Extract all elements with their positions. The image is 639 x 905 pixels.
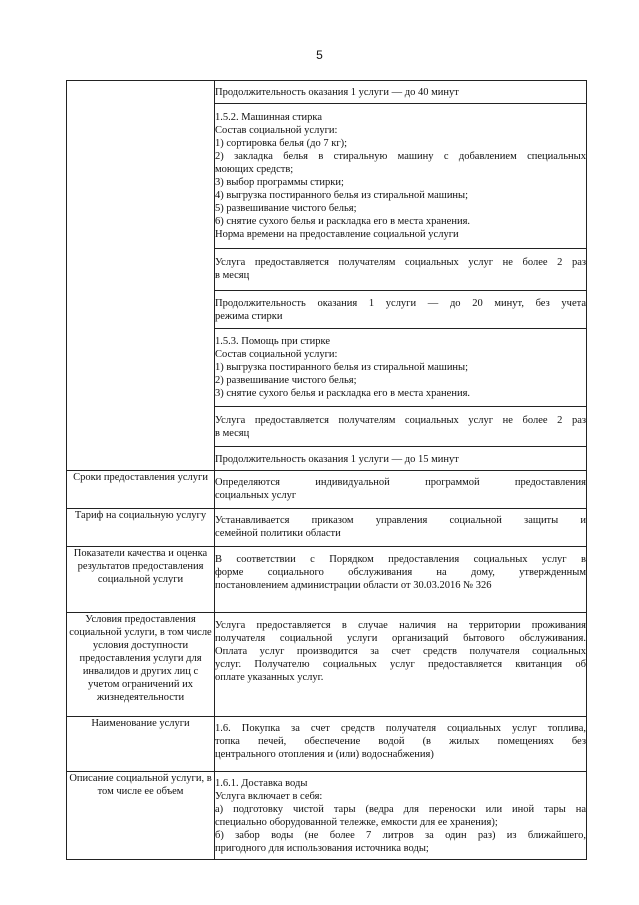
conditions-line-4: услуг. Получателю социальных услуг предоставляется квитанция об bbox=[215, 659, 586, 670]
wash-help-cell bbox=[215, 329, 587, 407]
description-line-6: пригодного для использования источника воды; bbox=[215, 843, 429, 854]
conditions-line-3: Оплата услуг производится за счет средств получателя социальных bbox=[215, 646, 586, 657]
duration-15-text: Продолжительность оказания 1 услуги — до 15 минут bbox=[215, 454, 459, 465]
tariff-value-cell bbox=[215, 509, 587, 547]
table-row bbox=[67, 547, 587, 613]
name-label: Наименование услуги bbox=[91, 718, 190, 729]
wash-help-title: 1.5.3. Помощь при стирке bbox=[215, 336, 331, 347]
duration-20-cell bbox=[215, 291, 587, 329]
list-item: 3) выбор программы стирки; bbox=[215, 177, 344, 188]
description-line-5: б) забор воды (не более 7 литров за один раз) из ближайшего, bbox=[215, 830, 586, 841]
duration-15-cell bbox=[215, 447, 587, 471]
conditions-value-cell bbox=[215, 613, 587, 717]
frequency-2-line-1: Услуга предоставляется получателям социальных услуг не более 2 раз bbox=[215, 415, 586, 426]
quality-line-3: постановлением администрации области от 30.03.2016 № 326 bbox=[215, 580, 492, 591]
list-item: 1) выгрузка постиранного белья из стиральной машины; bbox=[215, 362, 469, 373]
name-value-cell bbox=[215, 717, 587, 772]
conditions-line-1: Услуга предоставляется в случае наличия на территории проживания bbox=[215, 620, 586, 631]
frequency-line-2: в месяц bbox=[215, 270, 250, 281]
description-line-1: 1.6.1. Доставка воды bbox=[215, 778, 308, 789]
table-row bbox=[67, 509, 587, 547]
machine-wash-cell bbox=[215, 104, 587, 249]
frequency-cell bbox=[215, 249, 587, 291]
table-row bbox=[67, 81, 587, 104]
table-row bbox=[67, 471, 587, 509]
frequency-cell-2 bbox=[215, 407, 587, 447]
name-line-1: 1.6. Покупка за счет средств получателя социальных услуг топлива, bbox=[215, 723, 586, 734]
tariff-label-cell bbox=[67, 509, 215, 547]
tariff-label: Тариф на социальную услугу bbox=[74, 510, 207, 521]
name-line-2: топка печей, обеспечение водой (в жилых помещениях без bbox=[215, 736, 586, 747]
conditions-line-2: получателя социальной услуги организаций бытового обслуживания. bbox=[215, 633, 586, 644]
tariff-line-2: семейной политики области bbox=[215, 528, 341, 539]
list-item: 6) снятие сухого белья и раскладка его в места хранения. bbox=[215, 216, 471, 227]
terms-line-2: социальных услуг bbox=[215, 490, 297, 501]
list-item: 4) выгрузка постиранного белья из стиральной машины; bbox=[215, 190, 469, 201]
list-item: 2) закладка белья в стиральную машину с добавлением специальных bbox=[215, 151, 586, 162]
duration-40-text: Продолжительность оказания 1 услуги — до 40 минут bbox=[215, 87, 459, 98]
machine-wash-norm: Норма времени на предоставление социальной услуги bbox=[215, 229, 459, 240]
frequency-2-line-2: в месяц bbox=[215, 428, 250, 439]
description-line-3: а) подготовку чистой тары (ведра для переноски или иной тары на bbox=[215, 804, 586, 815]
terms-label-cell bbox=[67, 471, 215, 509]
duration-40-cell bbox=[215, 81, 587, 104]
table-row bbox=[67, 772, 587, 860]
name-label-cell bbox=[67, 717, 215, 772]
quality-label-cell bbox=[67, 547, 215, 613]
list-item: 2) развешивание чистого белья; bbox=[215, 375, 357, 386]
quality-line-1: В соответствии с Порядком предоставления социальных услуг в bbox=[215, 554, 586, 565]
list-item: моющих средств; bbox=[215, 164, 294, 175]
list-item: 3) снятие сухого белья и раскладка его в места хранения. bbox=[215, 388, 471, 399]
service-table bbox=[66, 80, 587, 860]
conditions-label-cell bbox=[67, 613, 215, 717]
page-number: 5 bbox=[316, 48, 323, 62]
terms-label: Сроки предоставления услуги bbox=[73, 472, 208, 483]
quality-line-2: форме социального обслуживания на дому, утвержденным bbox=[215, 567, 586, 578]
description-line-4: специально оборудованной тележке, емкости для ее хранения); bbox=[215, 817, 498, 828]
table-row bbox=[67, 613, 587, 717]
empty-label-cell bbox=[67, 81, 215, 471]
machine-wash-composition: Состав социальной услуги: bbox=[215, 125, 338, 136]
terms-value-cell bbox=[215, 471, 587, 509]
list-item: 1) сортировка белья (до 7 кг); bbox=[215, 138, 348, 149]
description-label-cell bbox=[67, 772, 215, 860]
conditions-line-5: оплате указанных услуг. bbox=[215, 672, 324, 683]
description-label: Описание социальной услуги, в том числе ее объем bbox=[69, 773, 212, 797]
description-line-2: Услуга включает в себя: bbox=[215, 791, 323, 802]
description-value-cell bbox=[215, 772, 587, 860]
tariff-line-1: Устанавливается приказом управления социальной защиты и bbox=[215, 515, 586, 526]
wash-help-composition: Состав социальной услуги: bbox=[215, 349, 338, 360]
frequency-line-1: Услуга предоставляется получателям социальных услуг не более 2 раз bbox=[215, 257, 586, 268]
quality-label: Показатели качества и оценка результатов предоставления социальной услуги bbox=[73, 548, 208, 585]
table-row bbox=[67, 717, 587, 772]
list-item: 5) развешивание чистого белья; bbox=[215, 203, 357, 214]
duration-20-line-1: Продолжительность оказания 1 услуги — до 20 минут, без учета bbox=[215, 298, 586, 309]
terms-line-1: Определяются индивидуальной программой предоставления bbox=[215, 477, 586, 488]
name-line-3: центрального отопления и (или) водоснабжения) bbox=[215, 749, 434, 760]
conditions-label: Условия предоставления социальной услуги, в том числе условия доступности предоставления услуги для инвалидов и других лиц с учетом ограничений их жизнедеятельности bbox=[69, 614, 212, 703]
machine-wash-title: 1.5.2. Машинная стирка bbox=[215, 112, 323, 123]
duration-20-line-2: режима стирки bbox=[215, 311, 283, 322]
quality-value-cell bbox=[215, 547, 587, 613]
